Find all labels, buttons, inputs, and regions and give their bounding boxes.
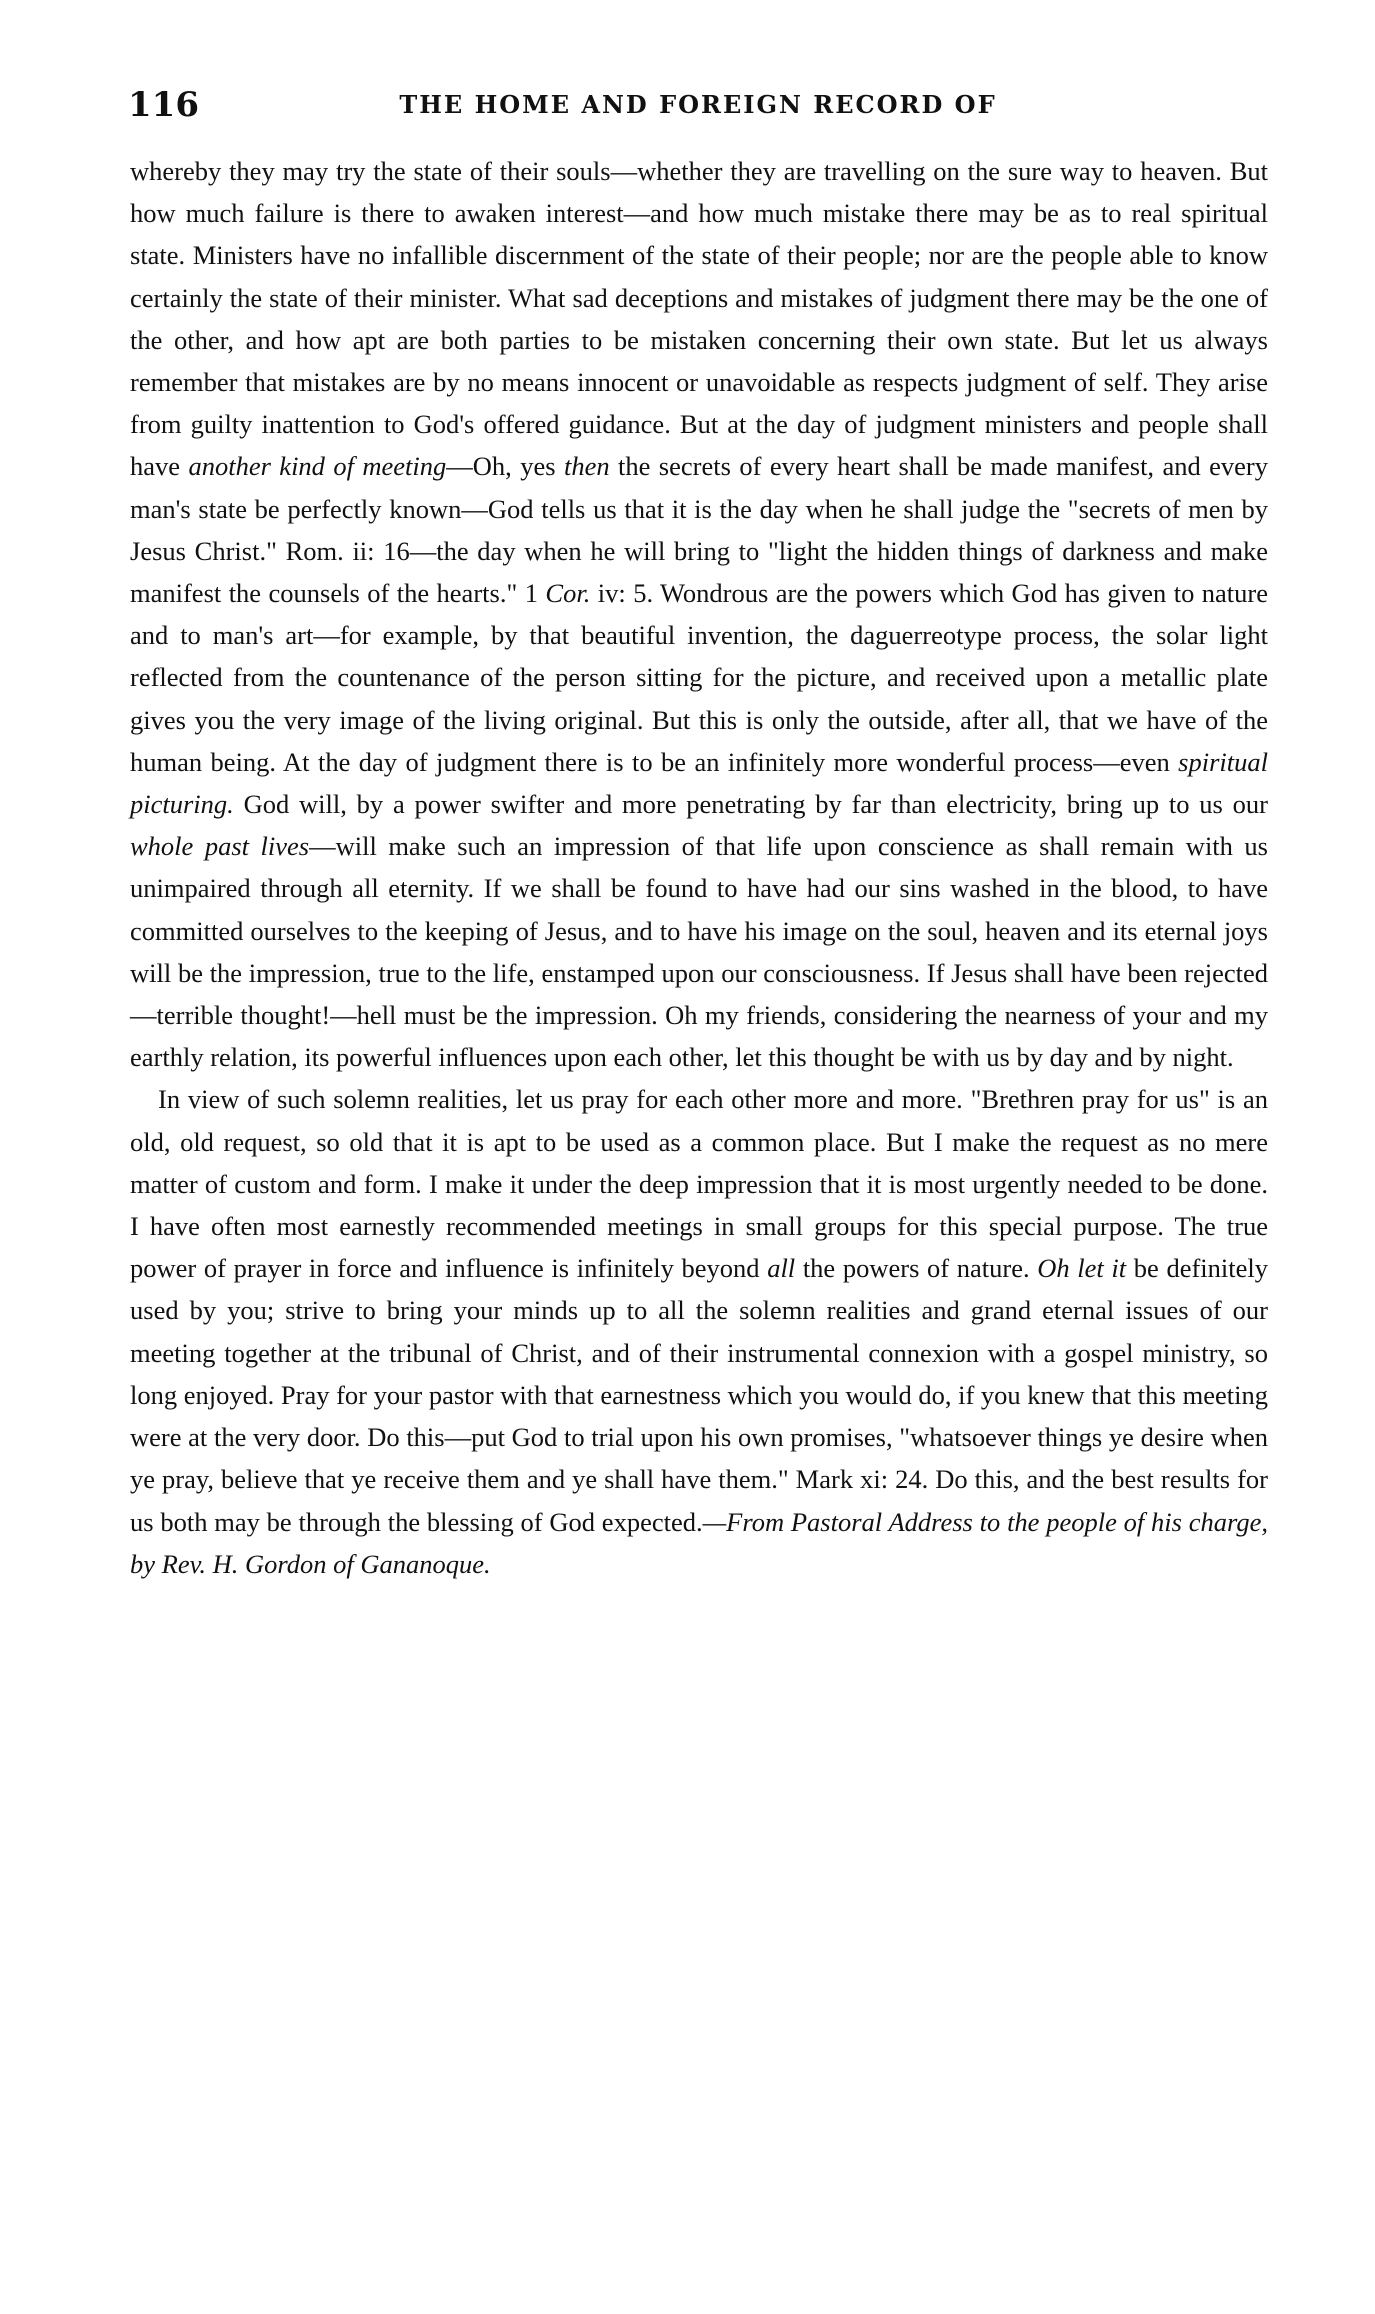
text-run: the powers of nature. [795, 1253, 1038, 1284]
paragraph-1 [130, 150, 1268, 1078]
header-title: THE HOME AND FOREIGN RECORD OF [399, 90, 997, 119]
text-run: —Oh, yes [446, 451, 564, 482]
italic-text-run: Oh let it [1037, 1253, 1127, 1284]
italic-text-run: all [767, 1253, 796, 1284]
text-run: —will make such an impression of that life upon conscience as shall remain with us unimpaired through all eternity. If we shall be found to have had our sins washed in the blood, to have committed ourselves to the keeping of Jesus, and to have his image on the soul, heaven and its eternal joys will be the impression, true to the life, enstamped upon our consciousness. If Jesus shall have been rejected—terrible thought!—hell must be the impression. Oh my friends, considering the nearness of your and my earthly relation, its powerful influences upon each other, let this thought be with us by day and by night. [130, 831, 1268, 1073]
paragraph-2 [130, 1078, 1268, 1584]
text-run: iv: 5. Wondrous are the powers which God has given to nature and to man's art—for example, by that beautiful invention, the daguerreotype process, the solar light reflected from the countenance of the person sitting for the picture, and received upon a metallic plate gives you the very image of the living original. But this is only the outside, after all, that we have of the human being. At the day of judgment there is to be an infinitely more wonderful process—even [130, 578, 1268, 777]
italic-text-run: Cor. [545, 578, 591, 609]
italic-text-run: —From Pastoral Address to the people of his charge, by Rev. H. Gordon of Gananoque. [130, 1506, 1269, 1579]
text-run: God will, by a power swifter and more penetrating by far than electricity, bring up to us our [233, 789, 1268, 820]
text-run: whereby they may try the state of their souls—whether they are travelling on the sure way to heaven. But how much failure is there to awaken interest—and how much mistake there may be as to real spiritual state. Ministers have no infallible discernment of the state of their people; nor are the people able to know certainly the state of their minister. What sad deceptions and mistakes of judgment there may be the one of the other, and how apt are both parties to be mistaken concerning their own state. But let us always remember that mistakes are by no means innocent or unavoidable as respects judgment of self. They arise from guilty inattention to God's offered guidance. But at the day of judgment ministers and people shall have [130, 156, 1268, 482]
text-run: In view of such solemn realities, let us pray for each other more and more. "Brethren pray for us" is an old, old request, so old that it is apt to be used as a common place. But I make the request as no mere matter of custom and form. I make it under the deep impression that it is most urgently needed to be done. I have often most earnestly recommended meetings in small groups for this special purpose. The true power of prayer in force and influence is infinitely beyond [130, 1084, 1268, 1284]
italic-text-run: spiritual picturing. [130, 746, 1268, 820]
italic-text-run: then [563, 451, 610, 482]
text-run: the secrets of every heart shall be made manifest, and every man's state be perfectly known—God tells us that it is the day when he shall judge the "secrets of men by Jesus Christ." Rom. ii: 16—the day when he will bring to "light the hidden things of darkness and make manifest the counsels of the hearts." 1 [130, 451, 1269, 609]
running-head [128, 82, 1268, 128]
article-body [130, 150, 1268, 1585]
italic-text-run: another kind of meeting [188, 451, 447, 482]
text-run: be definitely used by you; strive to bring your minds up to all the solemn realities and grand eternal issues of our meeting together at the tribunal of Christ, and of their instrumental connexion with a gospel ministry, so long enjoyed. Pray for your pastor with that earnestness which you would do, if you knew that this meeting were at the very door. Do this—put God to trial upon his own promises, "whatsoever things ye desire when ye pray, believe that ye receive them and ye shall have them." Mark xi: 24. Do this, and the best results for us both may be through the blessing of God expected. [130, 1253, 1268, 1537]
page-number: 116 [128, 85, 199, 125]
italic-text-run: whole past lives [130, 831, 310, 862]
